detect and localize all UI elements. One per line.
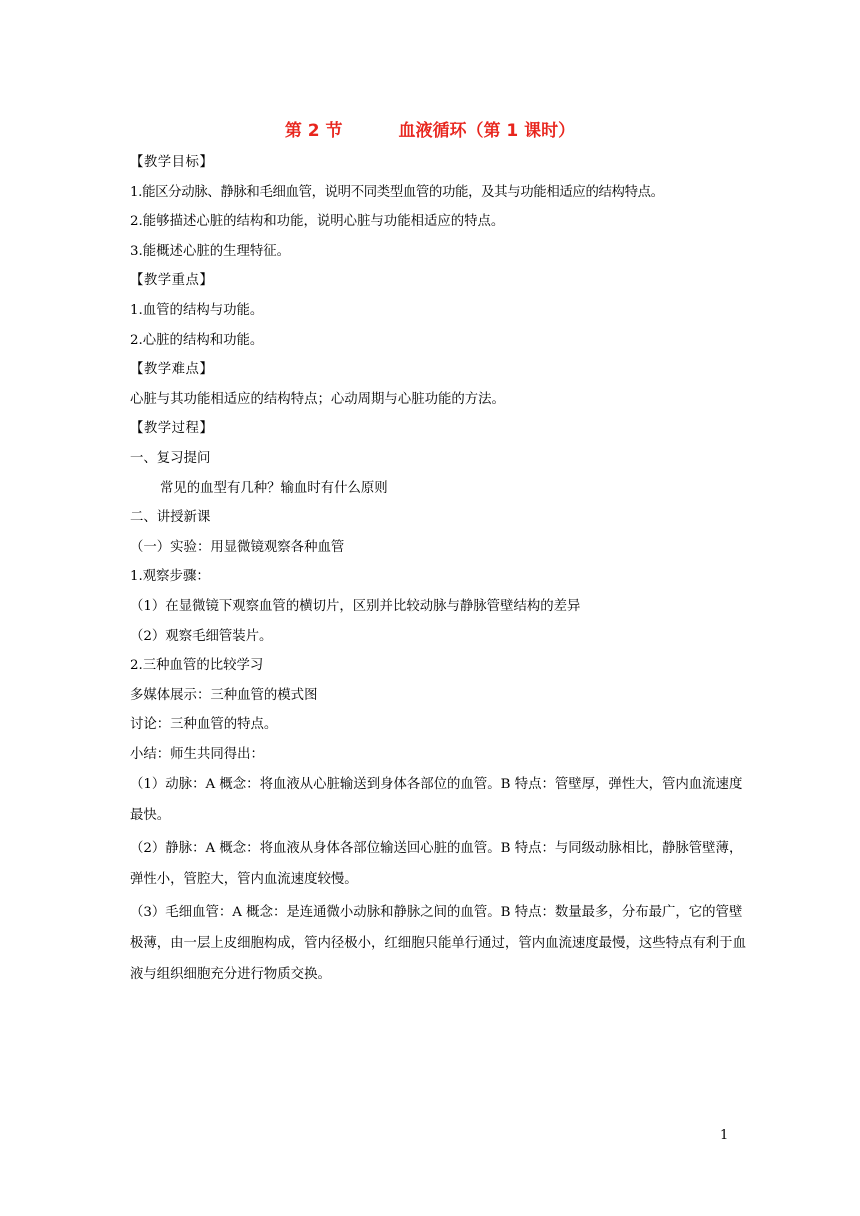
- vein-paragraph: （2）静脉：A 概念：将血液从身体各部位输送回心脏的血管。B 特点：与同级动脉相比，静脉管壁薄，弹性小，管腔大，管内血流速度较慢。: [130, 841, 743, 888]
- review-heading: 一、复习提问: [130, 450, 211, 466]
- steps-heading: 1.观察步骤：: [130, 569, 210, 585]
- objective-item: 2.能够描述心脏的结构和功能，说明心脏与功能相适应的特点。: [130, 214, 505, 230]
- summary-text: 小结：师生共同得出：: [130, 746, 264, 762]
- step-item: （1）在显微镜下观察血管的横切片，区别并比较动脉与静脉管壁结构的差异: [130, 598, 581, 614]
- document-body: [130, 148, 746, 992]
- objective-item: 3.能概述心脏的生理特征。: [130, 243, 291, 259]
- step-item: （2）观察毛细管装片。: [130, 628, 273, 644]
- page-title: [0, 116, 860, 141]
- page-number: 1: [720, 1128, 729, 1143]
- objective-item: 1.能区分动脉、静脉和毛细血管，说明不同类型血管的功能，及其与功能相适应的结构特点。: [130, 184, 664, 200]
- key-point-item: 1.血管的结构与功能。: [130, 302, 264, 318]
- key-point-item: 2.心脏的结构和功能。: [130, 332, 264, 348]
- experiment-heading: （一）实验：用显微镜观察各种血管: [130, 539, 345, 555]
- artery-paragraph: （1）动脉：A 概念：将血液从心脏输送到身体各部位的血管。B 特点：管壁厚，弹性大，管内血流速度最快。: [130, 777, 743, 824]
- objectives-heading: 【教学目标】: [130, 155, 214, 170]
- key-points-heading: 【教学重点】: [130, 273, 214, 289]
- title-section: 第 2 节: [284, 121, 343, 141]
- multimedia-text: 多媒体展示：三种血管的模式图: [130, 687, 318, 703]
- capillary-paragraph: （3）毛细血管：A 概念：是连通微小动脉和静脉之间的血管。B 特点：数量最多，分布最广，它的管壁极薄，由一层上皮细胞构成，管内径极小，红细胞只能单行通过，管内血流速度最慢，这些特点有利于血液与组织细胞充分进行物质交换。: [130, 905, 746, 983]
- discussion-text: 讨论：三种血管的特点。: [130, 717, 278, 733]
- difficulties-text: 心脏与其功能相适应的结构特点；心动周期与心脏功能的方法。: [130, 391, 505, 407]
- comparison-heading: 2.三种血管的比较学习: [130, 658, 264, 674]
- process-heading: 【教学过程】: [130, 421, 214, 437]
- title-name: 血液循环（第 1 课时）: [398, 121, 576, 141]
- new-lesson-heading: 二、讲授新课: [130, 510, 211, 526]
- difficulties-heading: 【教学难点】: [130, 362, 214, 378]
- review-question: 常见的血型有几种？输血时有什么原则: [160, 480, 388, 496]
